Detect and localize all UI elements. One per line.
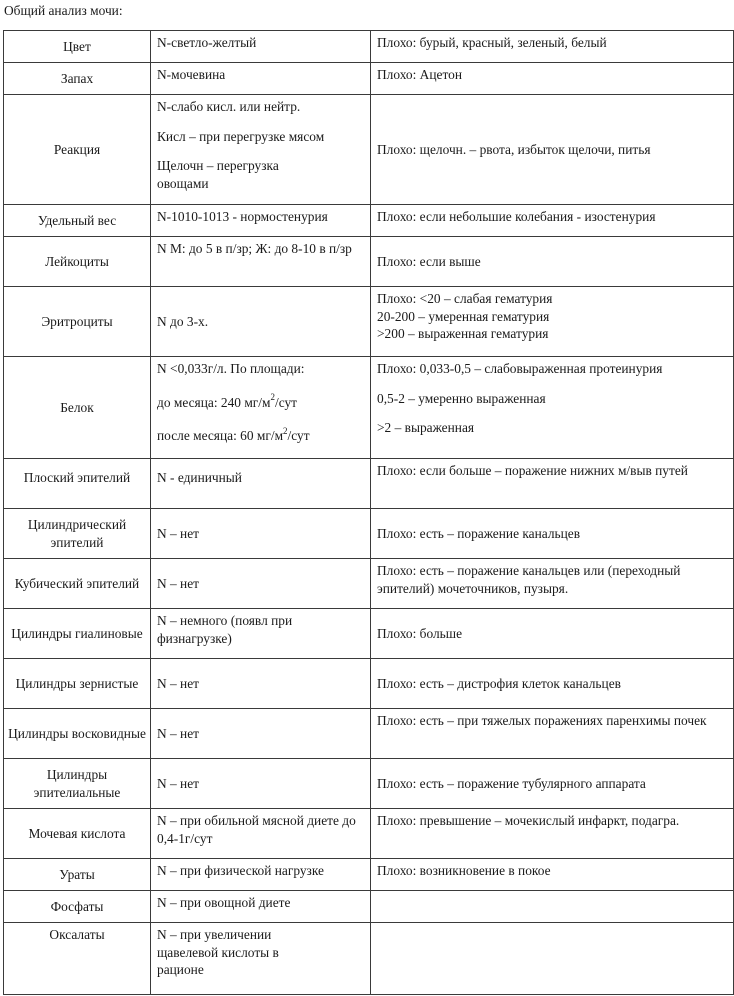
abnormal-value (371, 31, 734, 63)
parameter-name: Цилиндры зернистые (4, 659, 151, 709)
abnormal-value (371, 357, 734, 459)
table-row (4, 859, 734, 891)
abnormal-text: Плохо: если небольшие колебания - изостенурия (377, 209, 656, 224)
abnormal-text: Плохо: 0,033-0,5 – слабовыраженная протеинурия (377, 361, 663, 376)
normal-text: N <0,033г/л. По площади: (157, 361, 305, 376)
parameter-name: Оксалаты (4, 923, 151, 995)
abnormal-value (371, 237, 734, 287)
parameter-name: Эритроциты (4, 287, 151, 357)
normal-text: N – нет (157, 725, 200, 741)
abnormal-value (371, 659, 734, 709)
table-row (4, 287, 734, 357)
normal-value (151, 923, 371, 995)
abnormal-text: Плохо: бурый, красный, зеленый, белый (377, 35, 607, 50)
normal-text: N - единичный (157, 470, 242, 485)
table-row (4, 609, 734, 659)
parameter-name: Цилиндрический эпителий (4, 509, 151, 559)
normal-text: N – нет (157, 575, 200, 591)
parameter-name: Мочевая кислота (4, 809, 151, 859)
normal-value (151, 63, 371, 95)
abnormal-text: Плохо: если выше (377, 253, 481, 269)
abnormal-value (371, 287, 734, 357)
normal-text: после месяца: 60 $мг/м^2$/сут (157, 425, 310, 443)
abnormal-value (371, 709, 734, 759)
table-row (4, 709, 734, 759)
normal-value (151, 809, 371, 859)
abnormal-value (371, 759, 734, 809)
normal-value (151, 559, 371, 609)
abnormal-text: 0,5-2 – умеренно выраженная (377, 390, 546, 406)
normal-text: N-слабо кисл. или нейтр. (157, 99, 301, 114)
normal-text: Щелочн – перегрузка овощами (157, 158, 279, 191)
superscript-2: 2 (270, 392, 275, 403)
normal-text: N – немного (появл при физнагрузке) (157, 613, 293, 646)
parameter-name: Цилиндры восковидные (4, 709, 151, 759)
parameter-name: Плоский эпителий (4, 459, 151, 509)
normal-value (151, 95, 371, 205)
normal-value (151, 357, 371, 459)
normal-value (151, 891, 371, 923)
normal-value (151, 659, 371, 709)
normal-text: N до 3-х. (157, 313, 209, 329)
abnormal-text: Плохо: <20 – слабая гематурия (377, 291, 553, 306)
parameter-name: Кубический эпителий (4, 559, 151, 609)
abnormal-text: Плохо: есть – поражение канальцев (377, 525, 581, 541)
abnormal-value (371, 459, 734, 509)
normal-text: N – нет (157, 675, 200, 691)
abnormal-text: Плохо: Ацетон (377, 67, 462, 82)
abnormal-value (371, 559, 734, 609)
abnormal-value (371, 63, 734, 95)
abnormal-text: Плохо: есть – поражение тубулярного аппарата (377, 775, 646, 791)
abnormal-value (371, 891, 734, 923)
parameter-name: Удельный вес (4, 205, 151, 237)
parameter-name: Цилиндры гиалиновые (4, 609, 151, 659)
normal-text: Кисл – при перегрузке мясом (157, 128, 325, 144)
parameter-name: Лейкоциты (4, 237, 151, 287)
abnormal-text: Плохо: превышение – мочекислый инфаркт, подагра. (377, 813, 680, 828)
parameter-name: Белок (4, 357, 151, 459)
abnormal-text: >200 – выраженная гематурия (377, 326, 549, 341)
normal-text: N-1010-1013 - нормостенурия (157, 209, 328, 224)
table-row (4, 659, 734, 709)
abnormal-text: Плохо: есть – при тяжелых поражениях паренхимы почек (377, 713, 707, 728)
parameter-name: Цвет (4, 31, 151, 63)
abnormal-value (371, 859, 734, 891)
abnormal-value (371, 609, 734, 659)
normal-value (151, 287, 371, 357)
abnormal-text: 20-200 – умеренная гематурия (377, 308, 550, 324)
parameter-name: Реакция (4, 95, 151, 205)
table-row (4, 357, 734, 459)
normal-text: N – при обильной мясной диете до 0,4-1г/сут (157, 813, 356, 846)
abnormal-text: Плохо: больше (377, 625, 463, 641)
normal-value (151, 237, 371, 287)
normal-text: N – при физической нагрузке (157, 863, 324, 878)
table-row (4, 809, 734, 859)
table-row (4, 95, 734, 205)
abnormal-text: Плохо: возникновение в покое (377, 863, 551, 878)
abnormal-value (371, 923, 734, 995)
table-row (4, 63, 734, 95)
abnormal-value (371, 509, 734, 559)
normal-text: N – при увеличении щавелевой кислоты в рационе (157, 927, 279, 977)
document-title: Общий анализ мочи: (4, 3, 123, 18)
parameter-name: Ураты (4, 859, 151, 891)
normal-value (151, 859, 371, 891)
normal-value (151, 759, 371, 809)
table-row (4, 205, 734, 237)
table-row (4, 891, 734, 923)
table-row (4, 31, 734, 63)
table-row (4, 509, 734, 559)
parameter-name: Фосфаты (4, 891, 151, 923)
table-row (4, 923, 734, 995)
table-row (4, 759, 734, 809)
normal-value (151, 205, 371, 237)
normal-value (151, 509, 371, 559)
normal-text: N – нет (157, 775, 200, 791)
normal-value (151, 459, 371, 509)
table-row (4, 459, 734, 509)
parameter-name: Запах (4, 63, 151, 95)
abnormal-text: Плохо: если больше – поражение нижних м/выв путей (377, 463, 688, 478)
table-row (4, 559, 734, 609)
normal-value (151, 31, 371, 63)
abnormal-text: Плохо: есть – поражение канальцев или (переходный эпителий) мочеточников, пузыря. (377, 563, 681, 596)
normal-text: N-мочевина (157, 67, 226, 82)
parameter-name: Цилиндры эпителиальные (4, 759, 151, 809)
normal-value (151, 609, 371, 659)
abnormal-value (371, 205, 734, 237)
urine-analysis-table (3, 30, 734, 995)
normal-value (151, 709, 371, 759)
normal-text: N М: до 5 в п/зр; Ж: до 8-10 в п/зр (157, 241, 352, 256)
abnormal-value (371, 95, 734, 205)
superscript-2: 2 (283, 425, 288, 436)
abnormal-text: Плохо: щелочн. – рвота, избыток щелочи, питья (377, 141, 651, 157)
table-row (4, 237, 734, 287)
normal-text: N – нет (157, 525, 200, 541)
normal-text: N-светло-желтый (157, 35, 257, 50)
abnormal-value (371, 809, 734, 859)
abnormal-text: Плохо: есть – дистрофия клеток канальцев (377, 675, 621, 691)
abnormal-text: >2 – выраженная (377, 420, 475, 435)
normal-text: до месяца: 240 $мг/м^2$/сут (157, 392, 298, 410)
normal-text: N – при овощной диете (157, 895, 291, 910)
